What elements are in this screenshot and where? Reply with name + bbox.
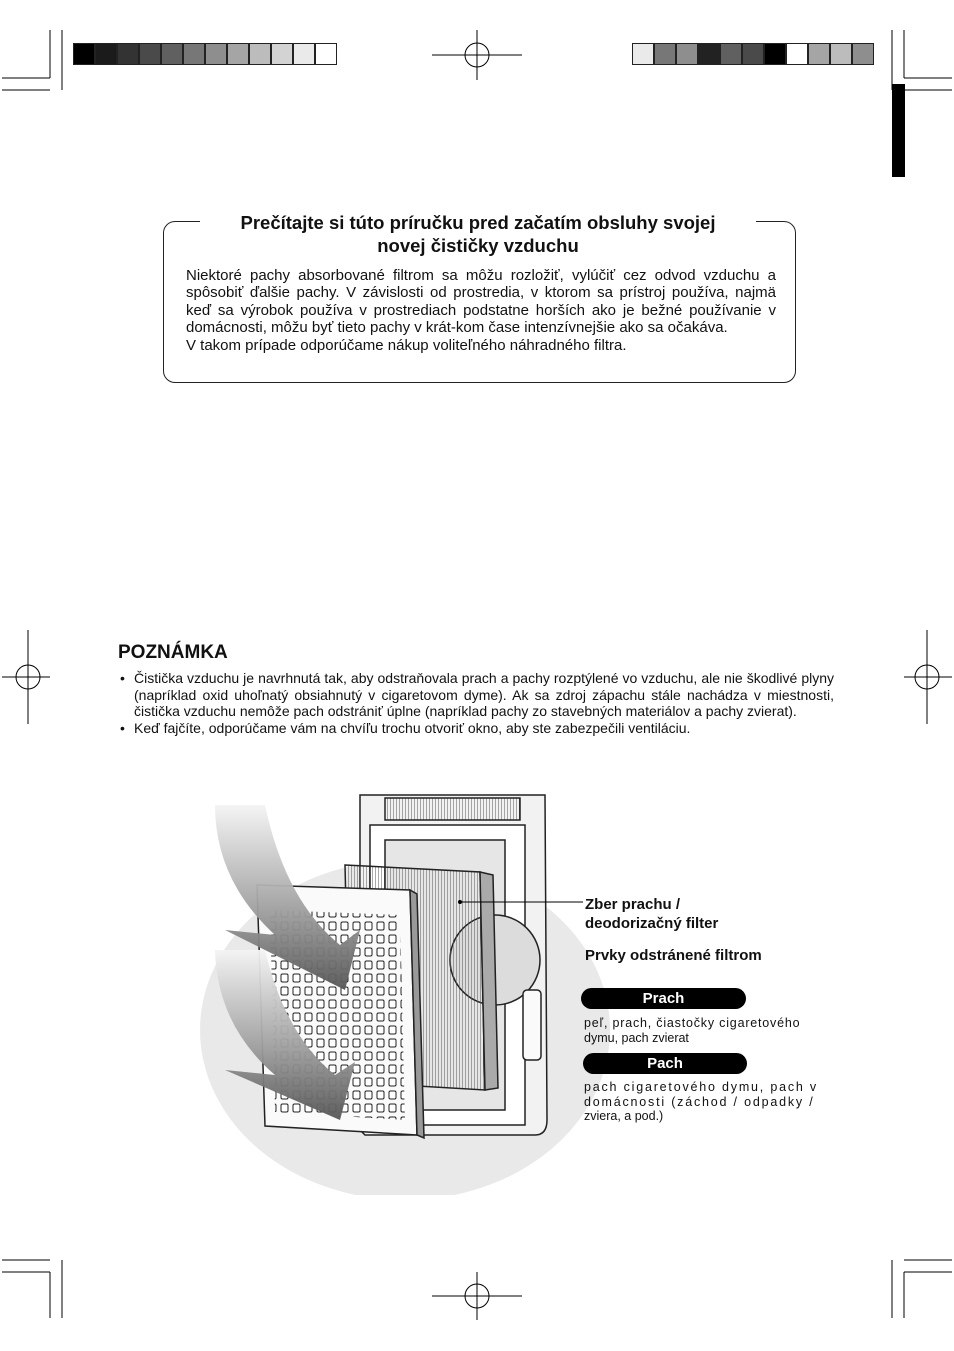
note-list xyxy=(120,670,834,736)
dust-pill: Prach xyxy=(581,988,746,1009)
notice-paragraph-2: V takom prípade odporúčame nákup voliteľného náhradného filtra. xyxy=(186,336,627,354)
notice-title-line1: Prečítajte si túto príručku pred začatím obsluhy svojej xyxy=(240,212,716,233)
odor-description xyxy=(584,1080,834,1124)
note-item-2: • Keď fajčíte, odporúčame vám na chvíľu trochu otvoriť okno, aby ste zabezpečili ventiláciu. xyxy=(120,720,834,737)
notice-title xyxy=(200,211,756,257)
notice-title-line2: novej čističky vzduchu xyxy=(377,235,579,256)
dust-text-line2: dymu, pach zvierat xyxy=(584,1030,689,1045)
air-purifier-illustration xyxy=(195,790,615,1195)
odor-pill: Pach xyxy=(583,1053,747,1074)
odor-text-line3: zviera, a pod.) xyxy=(584,1109,664,1123)
odor-text-line2: domácnosti (záchod / odpadky / xyxy=(584,1094,815,1109)
note-heading: POZNÁMKA xyxy=(118,642,228,663)
section-tab-marker xyxy=(892,84,905,177)
dust-text-line1: peľ, prach, čiastočky cigaretového xyxy=(584,1016,801,1030)
dust-description xyxy=(584,1016,834,1045)
notice-paragraph-1: Niektoré pachy absorbované filtrom sa môžu rozložiť, vylúčiť cez odvod vzduchu a spôsobiť ďalšie pachy. V závislosti od prostredia, v ktorom sa prístroj používa, najmä keď sa výrobok používa v prostrediach podstatne horších ako je bežné používanie v domácnosti, môžu byť tieto pachy v krát-kom čase intenzívnejšie ako sa očakáva. xyxy=(186,267,776,337)
note-item-1: • Čistička vzduchu je navrhnutá tak, aby odstraňovala prach a pachy rozptýlené vo vzduchu, ale nie škodlivé plyny (napríklad oxid uhoľnatý obsiahnutý v cigaretovom dyme). Ak sa zdroj zápachu stále nachádza v miestnosti, čistička vzduchu nemôže pach odstrániť úplne (napríklad pachy zo stavebných materiálov a pachy zvierat). xyxy=(120,670,834,720)
odor-text-line1: pach cigaretového dymu, pach v xyxy=(584,1080,818,1094)
filter-label-line2: deodorizačný filter xyxy=(585,915,719,932)
notice-body xyxy=(186,267,776,354)
filter-label xyxy=(585,895,718,933)
filter-label-line1: Zber prachu / xyxy=(585,896,681,913)
removed-items-heading: Prvky odstránené filtrom xyxy=(585,947,762,964)
